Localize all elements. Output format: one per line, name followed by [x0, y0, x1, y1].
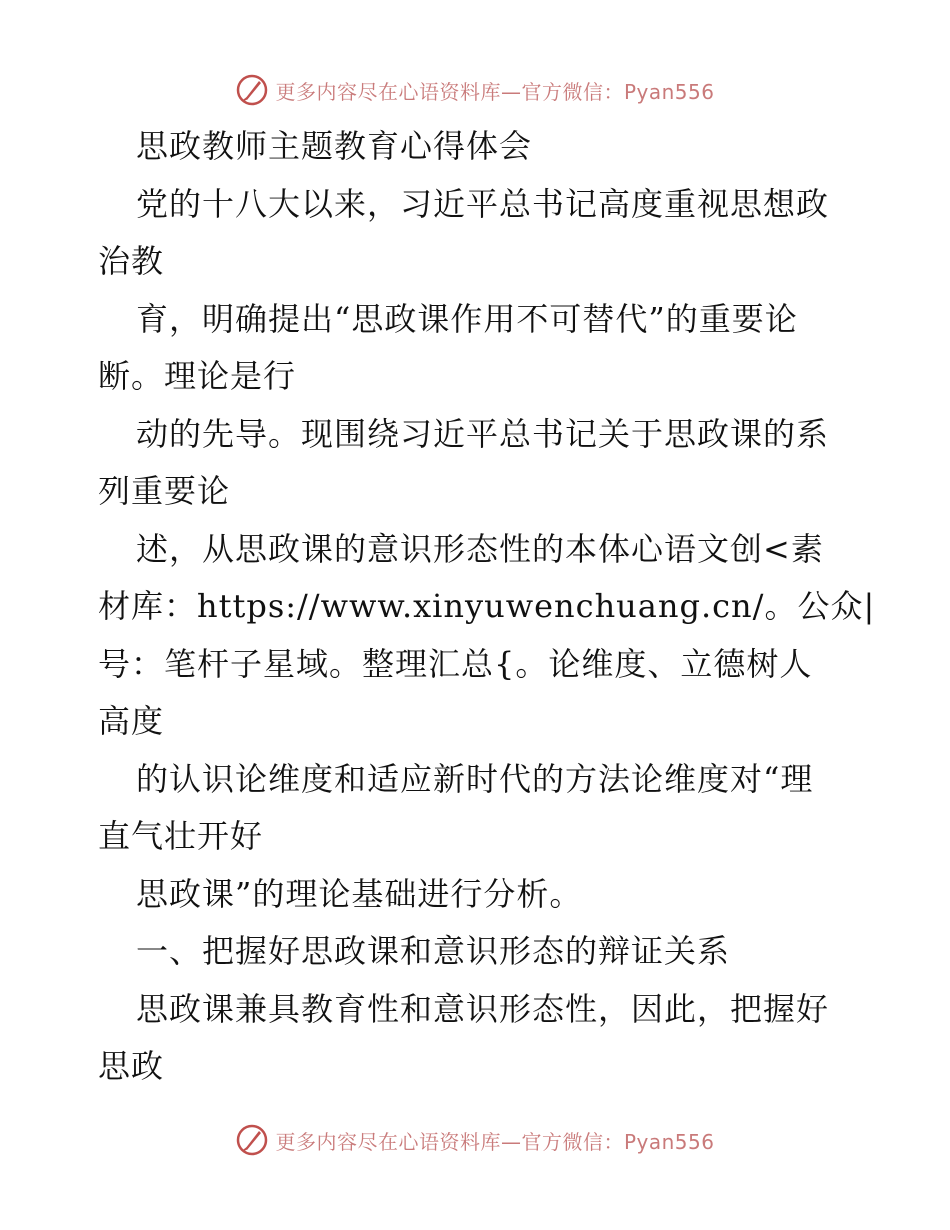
- footer-banner-text: 更多内容尽在心语资料库—官方微信：Pyan556: [275, 1129, 715, 1154]
- paragraph-line: 号：笔杆子星域。整理汇总{。论维度、立德树人: [98, 644, 813, 683]
- paragraph-line: 治教: [98, 242, 165, 280]
- paragraph-line: 材库：https://www.xinyuwenchuang.cn/。公众|: [98, 587, 876, 625]
- paragraph-line: 动的先导。现围绕习近平总书记关于思政课的系: [136, 414, 830, 453]
- paragraph-line: 的认识论维度和适应新时代的方法论维度对“理: [136, 759, 814, 798]
- paragraph-line: 党的十八大以来，习近平总书记高度重视思想政: [136, 184, 830, 223]
- document-title: 思政教师主题教育心得体会: [136, 127, 533, 165]
- header-banner-text: 更多内容尽在心语资料库—官方微信：Pyan556: [275, 79, 715, 104]
- paragraph-line: 思政: [98, 1047, 165, 1085]
- section-heading: 一、把握好思政课和意识形态的辩证关系: [136, 932, 731, 970]
- quill-logo-icon: [235, 1123, 269, 1157]
- paragraph-line: 列重要论: [98, 472, 231, 510]
- paragraph-line: 育，明确提出“思政课作用不可替代”的重要论: [136, 299, 798, 338]
- paragraph-line: 述，从思政课的意识形态性的本体心语文创<素: [136, 529, 824, 568]
- quill-logo-icon: [235, 73, 269, 107]
- header-banner: [0, 68, 950, 112]
- footer-banner: [0, 1118, 950, 1162]
- paragraph-line: 直气壮开好: [98, 817, 264, 855]
- paragraph-line: 思政课兼具教育性和意识形态性，因此，把握好: [136, 989, 830, 1028]
- paragraph-line: 断。理论是行: [98, 357, 297, 395]
- paragraph-line: 思政课”的理论基础进行分析。: [136, 874, 583, 913]
- paragraph-line: 高度: [98, 702, 165, 740]
- document-body: [98, 118, 876, 1096]
